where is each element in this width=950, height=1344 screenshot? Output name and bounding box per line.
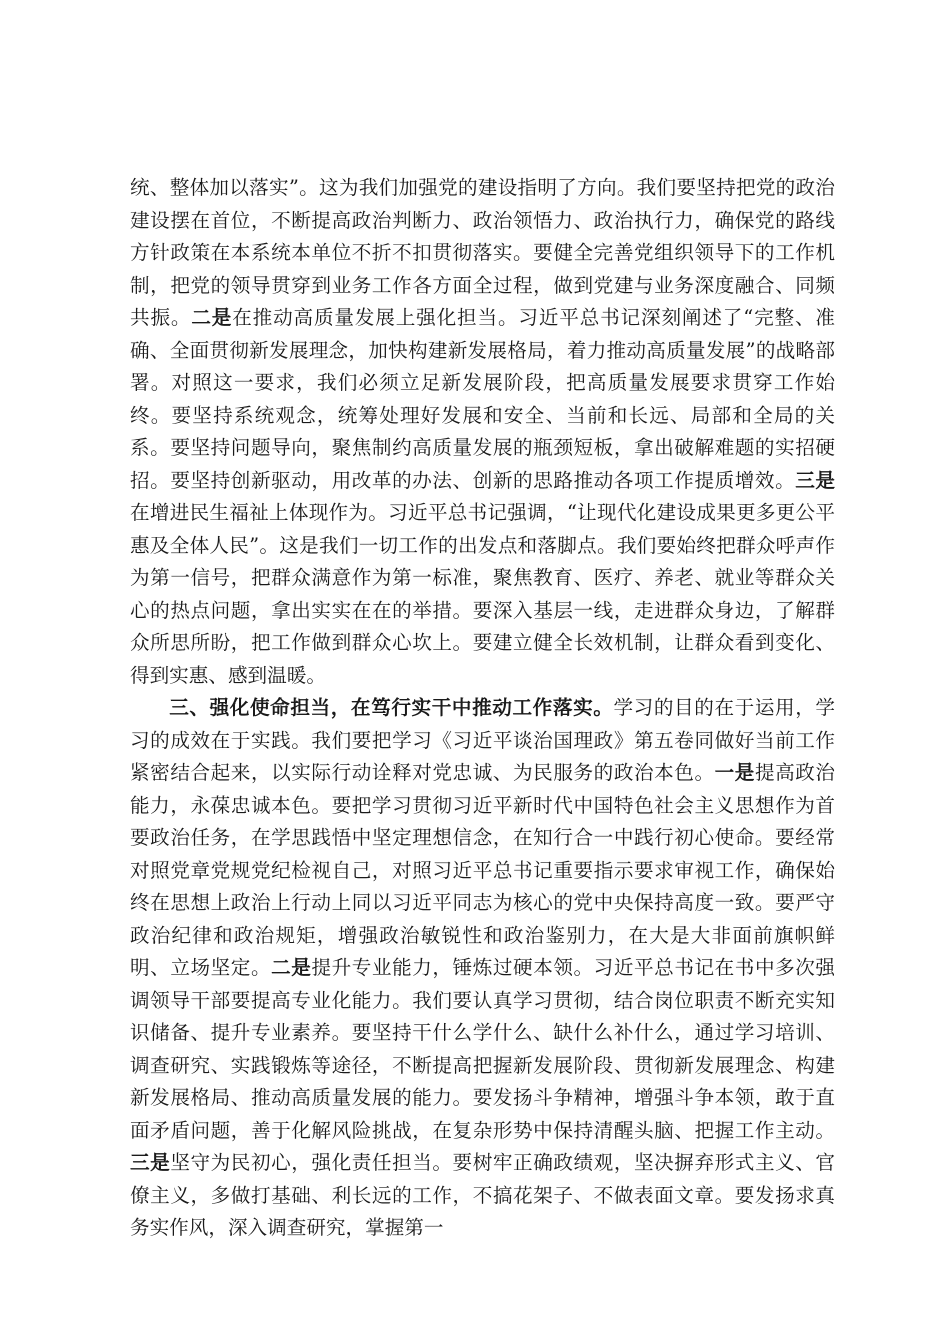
paragraph-section-three: [130, 692, 835, 1245]
paragraph-text: 提高政治能力，永葆忠诚本色。要把学习贯彻习近平新时代中国特色社会主义思想作为首要政治任务，在学思践悟中坚定理想信念，在知行合一中践行初心使命。要经常对照党章党规党纪检视自己，对照习近平总书记重要指示要求审视工作，确保始终在思想上政治上行动上同以习近平同志为核心的党中央保持高度一致。要严守政治纪律和政治规矩，增强政治敏锐性和政治鉴别力，在大是大非面前旗帜鲜明、立场坚定。: [130, 761, 836, 979]
paragraph-text: 在增进民生福祉上体现作为。习近平总书记强调，“让现代化建设成果更多更公平惠及全体人民”。这是我们一切工作的出发点和落脚点。我们要始终把群众呼声作为第一信号，把群众满意作为第一标准，聚焦教育、医疗、养老、就业等群众关心的热点问题，拿出实实在在的举措。要深入基层一线，走进群众身边，了解群众所思所盼，把工作做到群众心坎上。要建立健全长效机制，让群众看到变化、得到实惠、感到温暖。: [130, 501, 835, 687]
paragraph-text: 提升专业能力，锤炼过硬本领。习近平总书记在书中多次强调领导干部要提高专业化能力。我们要认真学习贯彻，结合岗位职责不断充实知识储备、提升专业素养。要坚持干什么学什么、缺什么补什么，通过学习培训、调查研究、实践锻炼等途径，不断提高把握新发展阶段、贯彻新发展理念、构建新发展格局、推动高质量发展的能力。要发扬斗争精神，增强斗争本领，敢于直面矛盾问题，善于化解风险挑战，在复杂形势中保持清醒头脑、把握工作主动。: [130, 956, 836, 1142]
paragraph-text: 在推动高质量发展上强化担当。习近平总书记深刻阐述了“完整、准确、全面贯彻新发展理念，加快构建新发展格局，着力推动高质量发展”的战略部署。对照这一要求，我们必须立足新发展阶段，把高质量发展要求贯穿工作始终。要坚持系统观念，统筹处理好发展和安全、当前和长远、局部和全局的关系。要坚持问题导向，聚焦制约高质量发展的瓶颈短板，拿出破解难题的实招硬招。要坚持创新驱动，用改革的办法、创新的思路推动各项工作提质增效。: [130, 306, 836, 492]
document-page: [130, 172, 835, 1245]
point-two-label: 二是: [271, 956, 312, 979]
point-one-label: 一是: [714, 761, 755, 784]
point-three-label: 三是: [130, 1151, 171, 1174]
paragraph-text: 统、整体加以落实”。这为我们加强党的建设指明了方向。我们要坚持把党的政治建设摆在首位，不断提高政治判断力、政治领悟力、政治执行力，确保党的路线方针政策在本系统本单位不折不扣贯彻落实。要健全完善党组织领导下的工作机制，把党的领导贯穿到业务工作各方面全过程，做到党建与业务深度融合、同频共振。: [130, 176, 835, 329]
paragraph-continuation: [130, 172, 835, 692]
point-two-label: 二是: [191, 306, 233, 329]
section-heading: 三、强化使命担当，在笃行实干中推动工作落实。: [169, 696, 614, 719]
paragraph-text: 坚守为民初心，强化责任担当。要树牢正确政绩观，坚决摒弃形式主义、官僚主义，多做打基础、利长远的工作，不搞花架子、不做表面文章。要发扬求真务实作风，深入调查研究，掌握第一: [130, 1151, 836, 1239]
point-three-label: 三是: [795, 468, 836, 492]
paragraph-text: 学习的目的在于运用，学习的成效在于实践。我们要把学习《习近平谈治国理政》第五卷同做好当前工作紧密结合起来，以实际行动诠释对党忠诚、为民服务的政治本色。: [130, 696, 836, 784]
